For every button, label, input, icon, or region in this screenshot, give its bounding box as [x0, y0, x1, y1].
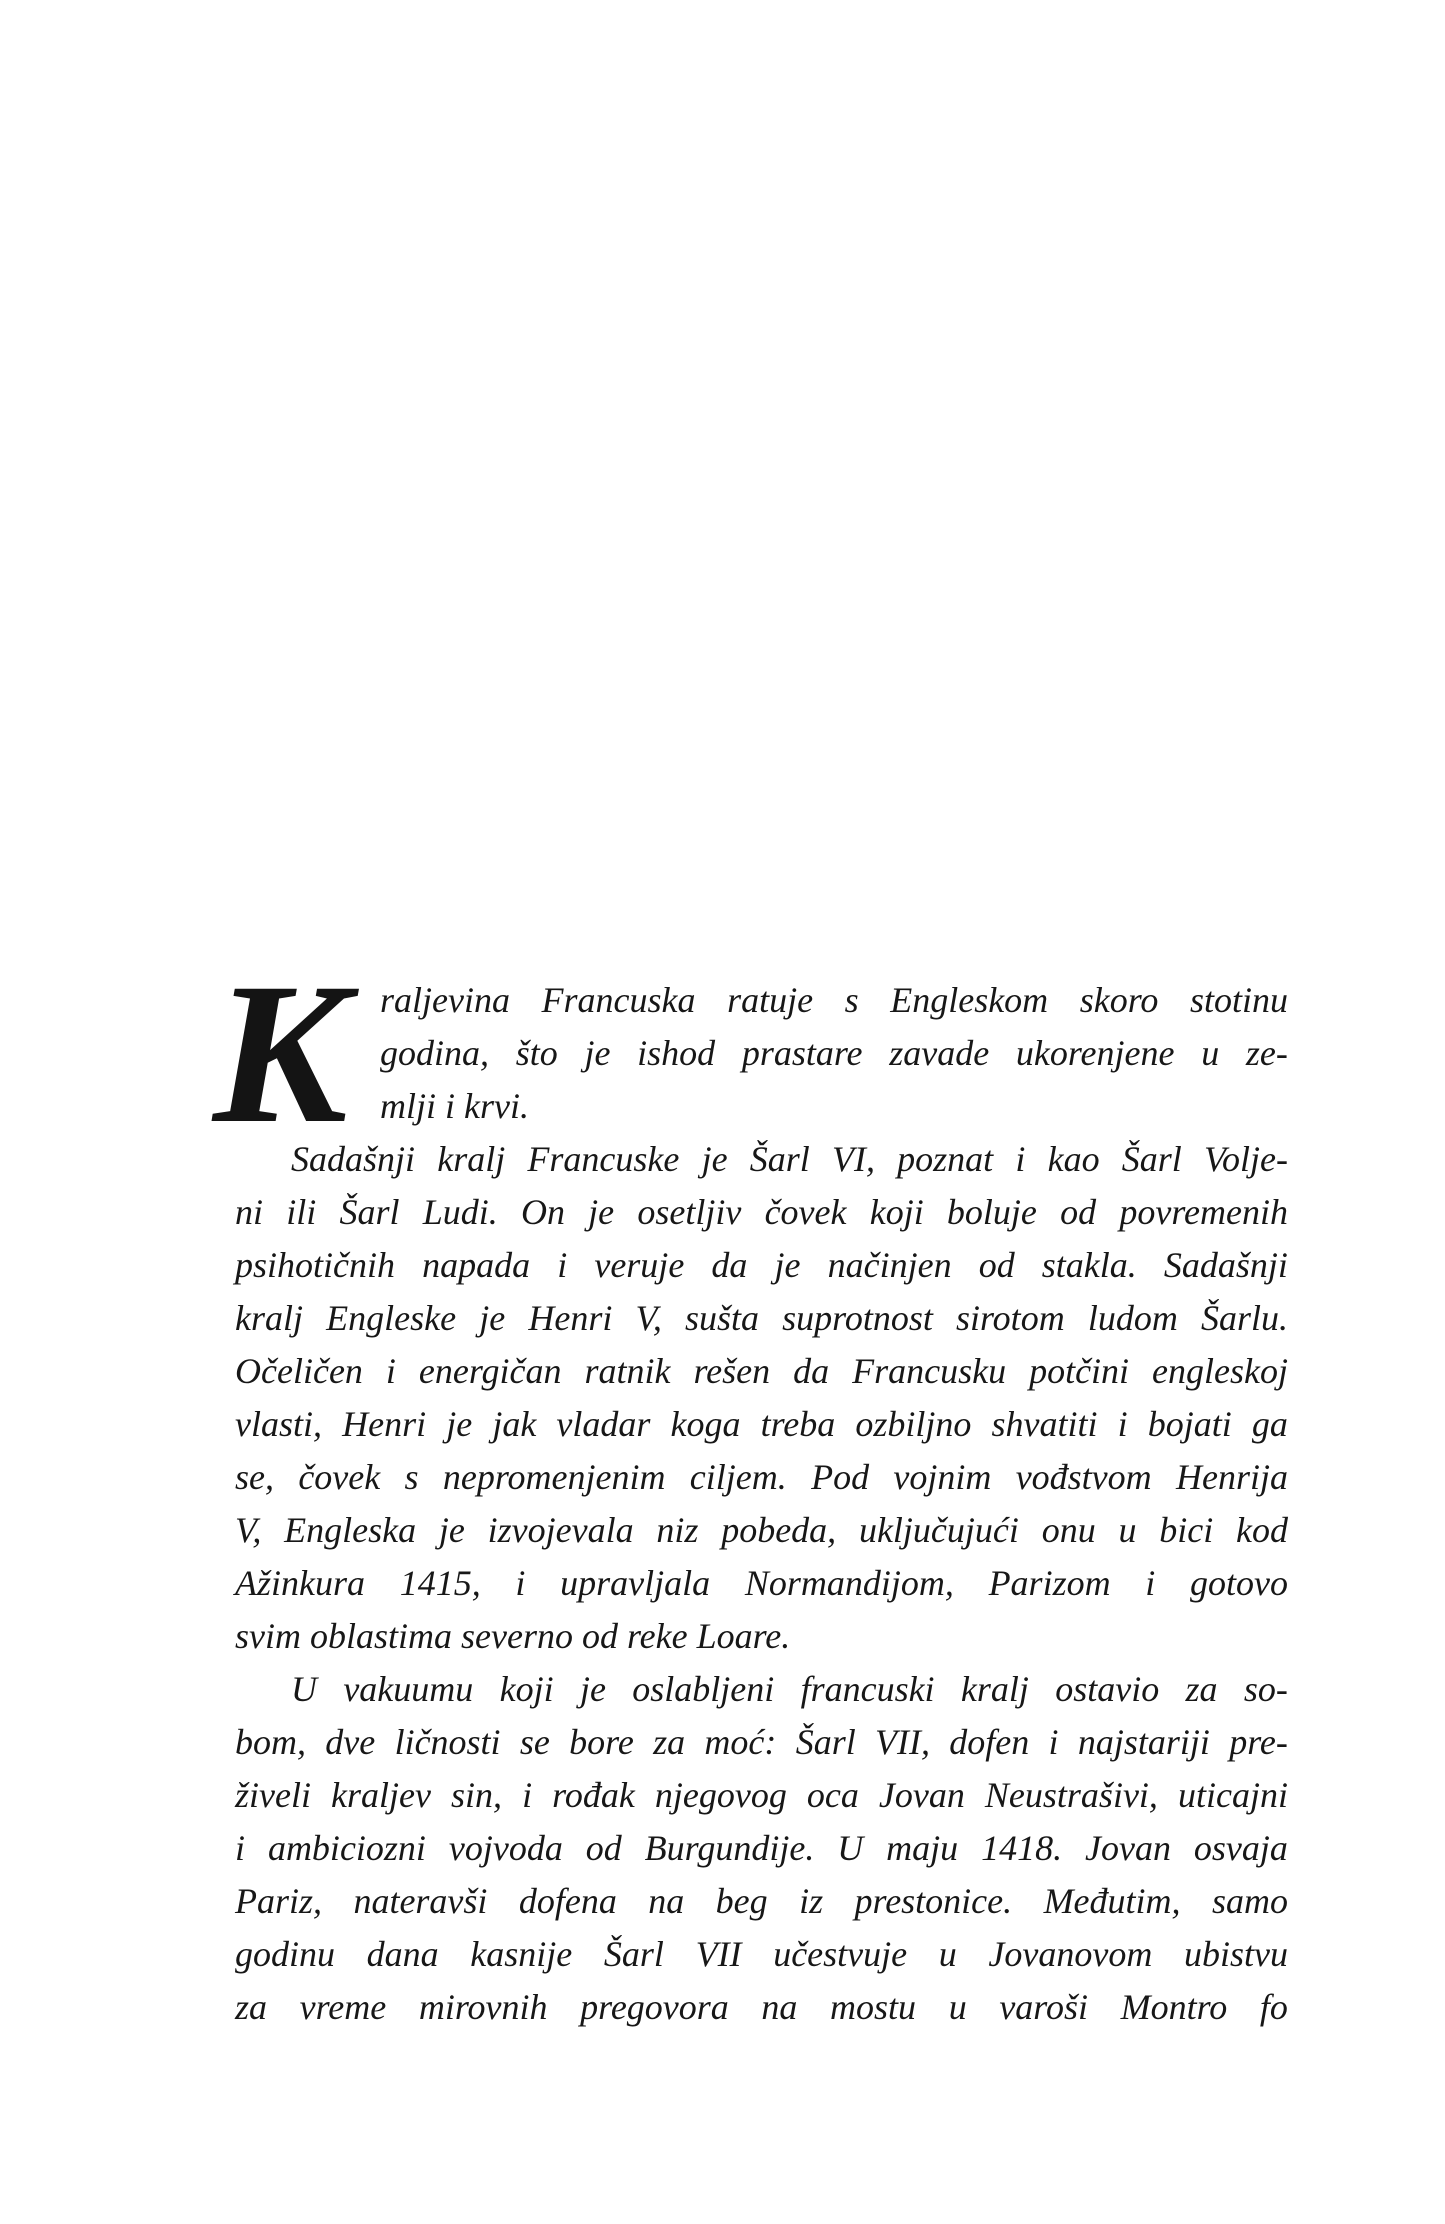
word: ratnik	[584, 1351, 671, 1391]
word: so-	[1243, 1669, 1288, 1709]
word: uticajni	[1177, 1775, 1288, 1815]
text-line	[235, 1716, 1288, 1769]
word: V,	[635, 1298, 662, 1338]
word: shvatiti	[991, 1404, 1098, 1444]
word: varoši	[999, 1987, 1088, 2027]
word: Očeličen	[235, 1351, 363, 1391]
text-line	[235, 1822, 1288, 1875]
text-line	[235, 1345, 1288, 1398]
word: od	[1060, 1192, 1097, 1232]
word: samo	[1211, 1881, 1288, 1921]
word: Sadašnji	[291, 1139, 416, 1179]
word: Henri	[342, 1404, 427, 1444]
word: povremenih	[1119, 1192, 1288, 1232]
word: i	[522, 1775, 533, 1815]
word: od	[585, 1828, 622, 1868]
word: ostavio	[1055, 1669, 1160, 1709]
word: Sadašnji	[1163, 1245, 1288, 1285]
text-line	[235, 1557, 1288, 1610]
word: u	[1201, 1033, 1220, 1073]
word: skoro	[1079, 980, 1159, 1020]
word: Engleskom	[890, 980, 1049, 1020]
word: On	[520, 1192, 565, 1232]
word: dve	[325, 1722, 376, 1762]
word: VII,	[875, 1722, 930, 1762]
word: od	[978, 1245, 1015, 1285]
word: čovek	[298, 1457, 381, 1497]
word: kasnije	[470, 1934, 573, 1974]
word: dofen	[949, 1722, 1030, 1762]
word: bom,	[235, 1722, 306, 1762]
word: upravljala	[560, 1563, 711, 1603]
word: za	[235, 1987, 268, 2027]
word: Jovan	[1085, 1828, 1171, 1868]
word: beg	[715, 1881, 768, 1921]
word: za	[653, 1722, 686, 1762]
word: ili	[286, 1192, 317, 1232]
word: za	[1185, 1669, 1218, 1709]
word: Jovanovom	[988, 1934, 1153, 1974]
word: s	[844, 980, 859, 1020]
word: na	[648, 1881, 685, 1921]
word: koji	[499, 1669, 554, 1709]
text-line	[235, 1398, 1288, 1451]
word: Henrija	[1175, 1457, 1288, 1497]
word: treba	[760, 1404, 836, 1444]
text-line	[235, 1928, 1288, 1981]
word: veruje	[594, 1245, 685, 1285]
word: boluje	[946, 1192, 1037, 1232]
word: prestonice.	[854, 1881, 1013, 1921]
drop-cap-initial: K	[213, 941, 348, 1165]
word: je	[438, 1510, 465, 1550]
text-line: mlji i krvi.	[380, 1086, 529, 1126]
word: Francusku	[852, 1351, 1007, 1391]
text-line	[235, 974, 1288, 1027]
word: što	[515, 1033, 558, 1073]
word: oslabljeni	[632, 1669, 775, 1709]
word: najstariji	[1077, 1722, 1210, 1762]
word: gotovo	[1190, 1563, 1288, 1603]
word: koji	[869, 1192, 924, 1232]
word: Pariz,	[235, 1881, 323, 1921]
word: iz	[799, 1881, 824, 1921]
word: živeli	[235, 1775, 311, 1815]
word: dana	[366, 1934, 439, 1974]
word: i	[1048, 1722, 1059, 1762]
word: Šarl	[339, 1192, 400, 1232]
word: Volje-	[1204, 1139, 1288, 1179]
word: 1418.	[981, 1828, 1063, 1868]
word: pre-	[1229, 1722, 1288, 1762]
word: niz	[656, 1510, 699, 1550]
text-line	[235, 1186, 1288, 1239]
body-text	[235, 974, 1288, 2034]
word: je	[588, 1192, 615, 1232]
word: Ludi.	[422, 1192, 498, 1232]
word: Normandijom,	[744, 1563, 954, 1603]
word: se	[519, 1722, 550, 1762]
word: poznat	[897, 1139, 994, 1179]
word: kao	[1047, 1139, 1100, 1179]
word: stakla.	[1041, 1245, 1137, 1285]
word: Međutim,	[1043, 1881, 1181, 1921]
word: pobeda,	[721, 1510, 837, 1550]
text-line	[235, 1292, 1288, 1345]
word: i	[1145, 1563, 1156, 1603]
word: Šarl	[795, 1722, 856, 1762]
word: Pod	[811, 1457, 870, 1497]
word: stotinu	[1189, 980, 1288, 1020]
word: godina,	[380, 1033, 490, 1073]
word: kraljev	[331, 1775, 431, 1815]
word: francuski	[800, 1669, 935, 1709]
word: psihotičnih	[235, 1245, 395, 1285]
word: Burgundije.	[644, 1828, 815, 1868]
word: je	[774, 1245, 801, 1285]
word: bici	[1159, 1510, 1214, 1550]
word: ratuje	[727, 980, 814, 1020]
word: prastare	[741, 1033, 863, 1073]
word: U	[837, 1828, 864, 1868]
word: bojati	[1147, 1404, 1232, 1444]
word: Jovan	[878, 1775, 965, 1815]
word: sirotom	[956, 1298, 1065, 1338]
word: energičan	[418, 1351, 562, 1391]
word: ishod	[637, 1033, 716, 1073]
word: Šarl	[603, 1934, 664, 1974]
word: ni	[235, 1192, 264, 1232]
word: potčini	[1029, 1351, 1130, 1391]
word: na	[761, 1987, 798, 2027]
word: koga	[670, 1404, 741, 1444]
word: ubistvu	[1183, 1934, 1288, 1974]
word: rođak	[552, 1775, 635, 1815]
word: je	[584, 1033, 611, 1073]
word: i	[1117, 1404, 1128, 1444]
word: Francuske	[527, 1139, 680, 1179]
word: ukorenjene	[1015, 1033, 1175, 1073]
word: osvaja	[1193, 1828, 1288, 1868]
word: i	[385, 1351, 396, 1391]
word: u	[948, 1987, 967, 2027]
word: Parizom	[988, 1563, 1111, 1603]
word: i	[557, 1245, 568, 1285]
word: mostu	[830, 1987, 917, 2027]
word: u	[1118, 1510, 1137, 1550]
word: izvojevala	[487, 1510, 634, 1550]
word: uključujući	[858, 1510, 1019, 1550]
word: je	[479, 1298, 506, 1338]
word: vakuumu	[343, 1669, 474, 1709]
word: onu	[1041, 1510, 1096, 1550]
word: vođstvom	[1015, 1457, 1152, 1497]
word: je	[701, 1139, 728, 1179]
word: bore	[569, 1722, 634, 1762]
text-line	[235, 1027, 1288, 1080]
word: engleskoj	[1152, 1351, 1288, 1391]
word: maju	[886, 1828, 959, 1868]
word: vojvoda	[448, 1828, 563, 1868]
word: i	[515, 1563, 526, 1603]
word: ciljem.	[689, 1457, 787, 1497]
word: da	[793, 1351, 830, 1391]
text-line	[235, 1451, 1288, 1504]
word: raljevina	[380, 980, 510, 1020]
word: nepromenjenim	[442, 1457, 666, 1497]
word: u	[938, 1934, 957, 1974]
word: kod	[1236, 1510, 1288, 1550]
word: kralj	[437, 1139, 506, 1179]
word: kralj	[960, 1669, 1029, 1709]
word: učestvuje	[773, 1934, 908, 1974]
word: Šarl	[749, 1139, 810, 1179]
text-line	[235, 1769, 1288, 1822]
word: i	[235, 1828, 246, 1868]
word: osetljiv	[637, 1192, 742, 1232]
word: sin,	[451, 1775, 503, 1815]
word: ličnosti	[394, 1722, 501, 1762]
word: napada	[422, 1245, 531, 1285]
word: čovek	[764, 1192, 847, 1232]
word: ga	[1251, 1404, 1288, 1444]
word: dofena	[518, 1881, 617, 1921]
word: ozbiljno	[855, 1404, 972, 1444]
word: je	[446, 1404, 473, 1444]
word: U	[291, 1669, 317, 1709]
word: Montro	[1120, 1987, 1228, 2027]
word: načinjen	[827, 1245, 952, 1285]
word: i	[1015, 1139, 1026, 1179]
word: Ažinkura	[235, 1563, 365, 1603]
word: suprotnost	[782, 1298, 933, 1338]
word: zavade	[889, 1033, 990, 1073]
text-line	[235, 1981, 1288, 2034]
text-line	[235, 1239, 1288, 1292]
word: VI,	[831, 1139, 875, 1179]
word: kralj	[235, 1298, 303, 1338]
word: 1415,	[399, 1563, 481, 1603]
word: da	[711, 1245, 748, 1285]
word: ludom	[1087, 1298, 1178, 1338]
word: Francuska	[541, 980, 696, 1020]
text-line	[235, 1133, 1288, 1186]
word: ambiciozni	[267, 1828, 426, 1868]
word: vladar	[556, 1404, 651, 1444]
word: jak	[492, 1404, 537, 1444]
word: Henri	[528, 1298, 613, 1338]
word: godinu	[235, 1934, 336, 1974]
word: fo	[1259, 1987, 1288, 2027]
text-line: svim oblastima severno od reke Loare.	[235, 1616, 791, 1656]
word: V,	[235, 1510, 262, 1550]
word: VII	[695, 1934, 742, 1974]
word: vlasti,	[235, 1404, 322, 1444]
word: rešen	[693, 1351, 771, 1391]
text-line	[235, 1875, 1288, 1928]
word: mirovnih	[418, 1987, 548, 2027]
text-line	[235, 1504, 1288, 1557]
word: sušta	[684, 1298, 760, 1338]
word: Šarlu.	[1200, 1298, 1288, 1338]
word: vreme	[299, 1987, 387, 2027]
word: moć:	[704, 1722, 777, 1762]
word: je	[579, 1669, 606, 1709]
word: pregovora	[580, 1987, 729, 2027]
word: njegovog	[654, 1775, 787, 1815]
word: Šarl	[1121, 1139, 1182, 1179]
word: Engleske	[326, 1298, 457, 1338]
word: vojnim	[893, 1457, 992, 1497]
word: nateravši	[353, 1881, 488, 1921]
text-line	[235, 1663, 1288, 1716]
word: ze-	[1245, 1033, 1288, 1073]
word: oca	[806, 1775, 859, 1815]
word: Engleska	[284, 1510, 417, 1550]
word: Neustrašivi,	[984, 1775, 1158, 1815]
word: s	[404, 1457, 419, 1497]
word: se,	[235, 1457, 274, 1497]
